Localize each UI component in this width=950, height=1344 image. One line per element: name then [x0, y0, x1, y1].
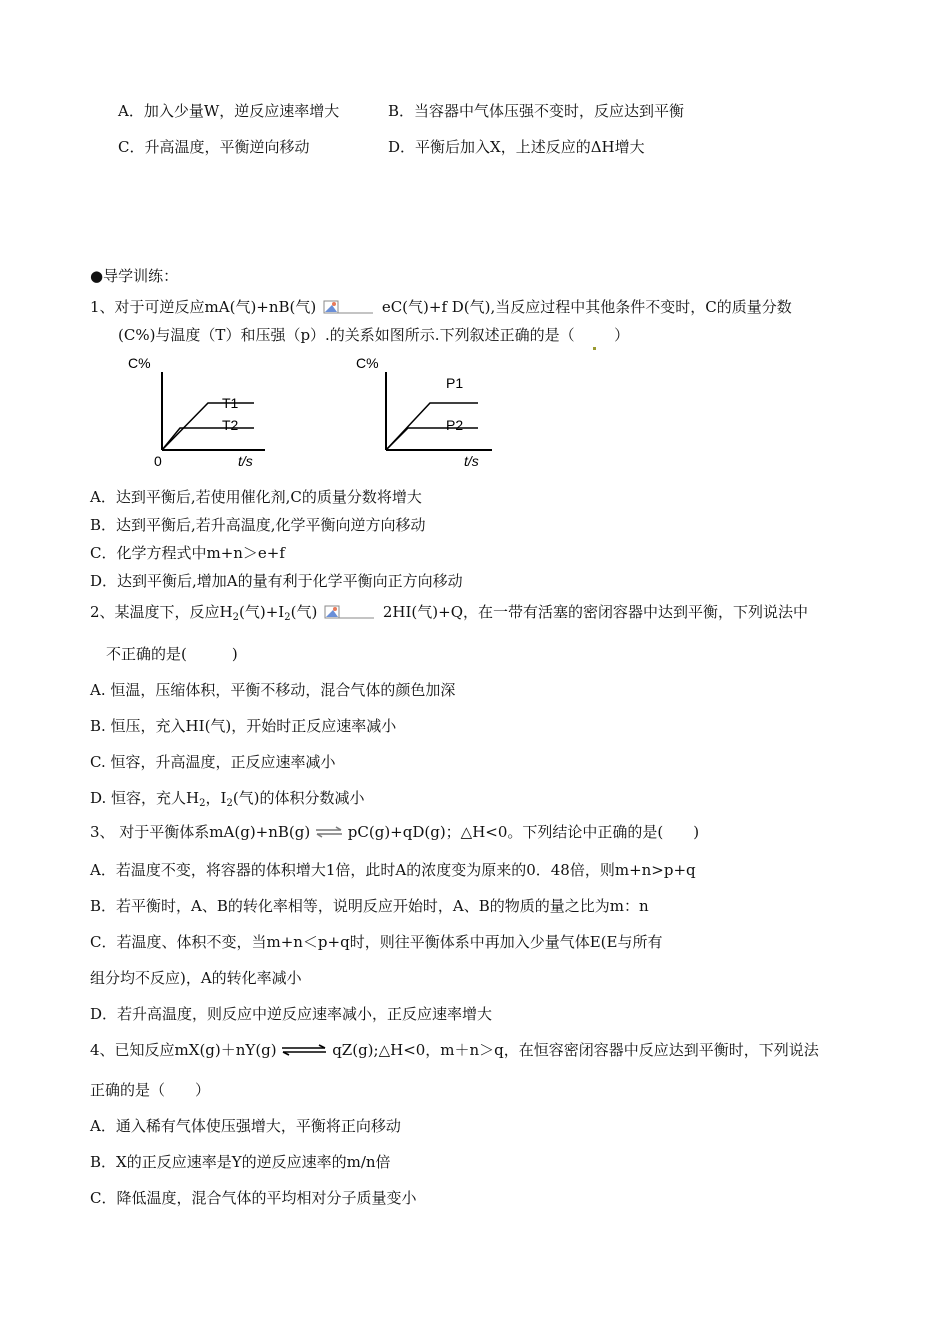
- prev-option-c: C．升高温度，平衡逆向移动: [118, 138, 310, 156]
- graph1-xlabel: t/s: [238, 453, 253, 469]
- q3-stem-a: 3、 对于平衡体系mA(g)+nB(g): [90, 823, 311, 841]
- q2-option-d-b: ，I: [205, 789, 227, 807]
- q1-stem-line1: [90, 297, 792, 317]
- q4-option-a: A．通入稀有气体使压强增大，平衡将正向移动: [90, 1117, 401, 1135]
- q3-stem-b: pC(g)+qD(g)；△H<0。下列结论中正确的是( ): [347, 823, 700, 841]
- graph1-ylabel: C%: [128, 355, 151, 371]
- q4-stem-b: qZ(g);△H<0，m＋n＞q，在恒容密闭容器中反应达到平衡时，下列说法: [332, 1041, 819, 1059]
- q2-stem-c: (气): [290, 603, 318, 621]
- graph1-curve-t2: [162, 428, 254, 450]
- graph-temperature: [120, 352, 280, 472]
- q2-stem-d: 2HI(气)+Q，在一带有活塞的密闭容器中达到平衡，下列说法中: [382, 603, 808, 621]
- q2-stem-e: 不正确的是( ): [106, 645, 238, 663]
- q3-option-c-line1: C．若温度、体积不变，当m+n＜p+q时，则往平衡体系中再加入少量气体E(E与所有: [90, 933, 663, 951]
- q1-stem-d: ）: [614, 326, 630, 344]
- q2-sub-h2: 2: [232, 612, 240, 623]
- reversible-arrow-image-icon: [323, 300, 375, 314]
- graph2-ylabel: C%: [356, 355, 379, 371]
- reversible-arrow-image-icon: [324, 605, 376, 619]
- q2-stem-line1: [90, 602, 808, 622]
- q2-option-b: B. 恒压，充入HI(气)，开始时正反应速率减小: [90, 717, 397, 735]
- graph2-xlabel: t/s: [464, 453, 479, 469]
- q3-stem: [90, 822, 699, 842]
- q2-option-d-sub1: 2: [199, 798, 206, 809]
- graph1-curve-t1: [162, 403, 254, 450]
- section-title: ●导学训练：: [90, 267, 179, 285]
- q3-option-b: B．若平衡时，A、B的转化率相等，说明反应开始时，A、B的物质的量之比为m：n: [90, 897, 649, 915]
- graph2-curve-p2: [386, 428, 478, 450]
- q4-option-c: C．降低温度，混合气体的平均相对分子质量变小: [90, 1189, 417, 1207]
- q2-option-a: A. 恒温，压缩体积，平衡不移动，混合气体的颜色加深: [90, 681, 456, 699]
- graph1-label-t1: T1: [222, 395, 239, 411]
- q4-stem-line1: [90, 1040, 819, 1060]
- prev-option-a: A．加入少量W，逆反应速率增大: [118, 102, 340, 120]
- q3-option-d: D．若升高温度，则反应中逆反应速率减小，正反应速率增大: [90, 1005, 493, 1023]
- prev-option-b: B．当容器中气体压强不变时，反应达到平衡: [388, 102, 685, 120]
- q2-stem-a: 2、某温度下，反应H: [90, 603, 233, 621]
- graph2-label-p1: P1: [446, 375, 464, 391]
- q4-stem-a: 4、已知反应mX(g)＋nY(g): [90, 1041, 277, 1059]
- prev-option-d: D．平衡后加入X，上述反应的ΔH增大: [388, 138, 645, 156]
- q3-option-a: A．若温度不变，将容器的体积增大1倍，此时A的浓度变为原来的0．48倍，则m+n>p+q: [90, 861, 696, 879]
- q1-stem-b: eC(气)+f D(气),当反应过程中其他条件不变时，C的质量分数: [381, 298, 792, 316]
- q2-option-d: [90, 788, 365, 808]
- graph1-origin: 0: [154, 453, 162, 469]
- graph2-label-p2: P2: [446, 417, 464, 433]
- q1-option-d: D．达到平衡后,增加A的量有利于化学平衡向正方向移动: [90, 572, 463, 590]
- q2-option-d-a: D. 恒容，充人H: [90, 789, 200, 807]
- graph1-label-t2: T2: [222, 417, 239, 433]
- equilibrium-arrow-icon: [315, 826, 343, 838]
- graph2-curve-p1: [386, 403, 478, 450]
- q4-stem-c: 正确的是（ ）: [90, 1081, 211, 1099]
- q2-option-d-sub2: 2: [226, 798, 233, 809]
- q1-option-a: A．达到平衡后,若使用催化剂,C的质量分数将增大: [90, 488, 422, 506]
- q2-stem-b: (气)+I: [239, 603, 285, 621]
- q2-sub-i2: 2: [284, 612, 291, 623]
- q1-option-c: C．化学方程式中m+n＞e+f: [90, 544, 285, 562]
- q2-option-d-c: (气)的体积分数减小: [232, 789, 365, 807]
- q1-stem-a: 1、对于可逆反应mA(气)+nB(气): [90, 298, 317, 316]
- q4-option-b: B．X的正反应速率是Y的逆反应速率的m/n倍: [90, 1153, 391, 1171]
- q3-option-c-line2: 组分均不反应)，A的转化率减小: [90, 969, 302, 987]
- q1-stem-c: (C%)与温度（T）和压强（p）.的关系如图所示.下列叙述正确的是（: [118, 326, 575, 344]
- equilibrium-arrow-icon: [281, 1044, 327, 1056]
- q1-stem-line2: [118, 325, 629, 345]
- q1-option-b: B．达到平衡后,若升高温度,化学平衡向逆方向移动: [90, 516, 426, 534]
- graph-pressure: [350, 352, 510, 472]
- q2-option-c: C. 恒容，升高温度，正反应速率减小: [90, 753, 336, 771]
